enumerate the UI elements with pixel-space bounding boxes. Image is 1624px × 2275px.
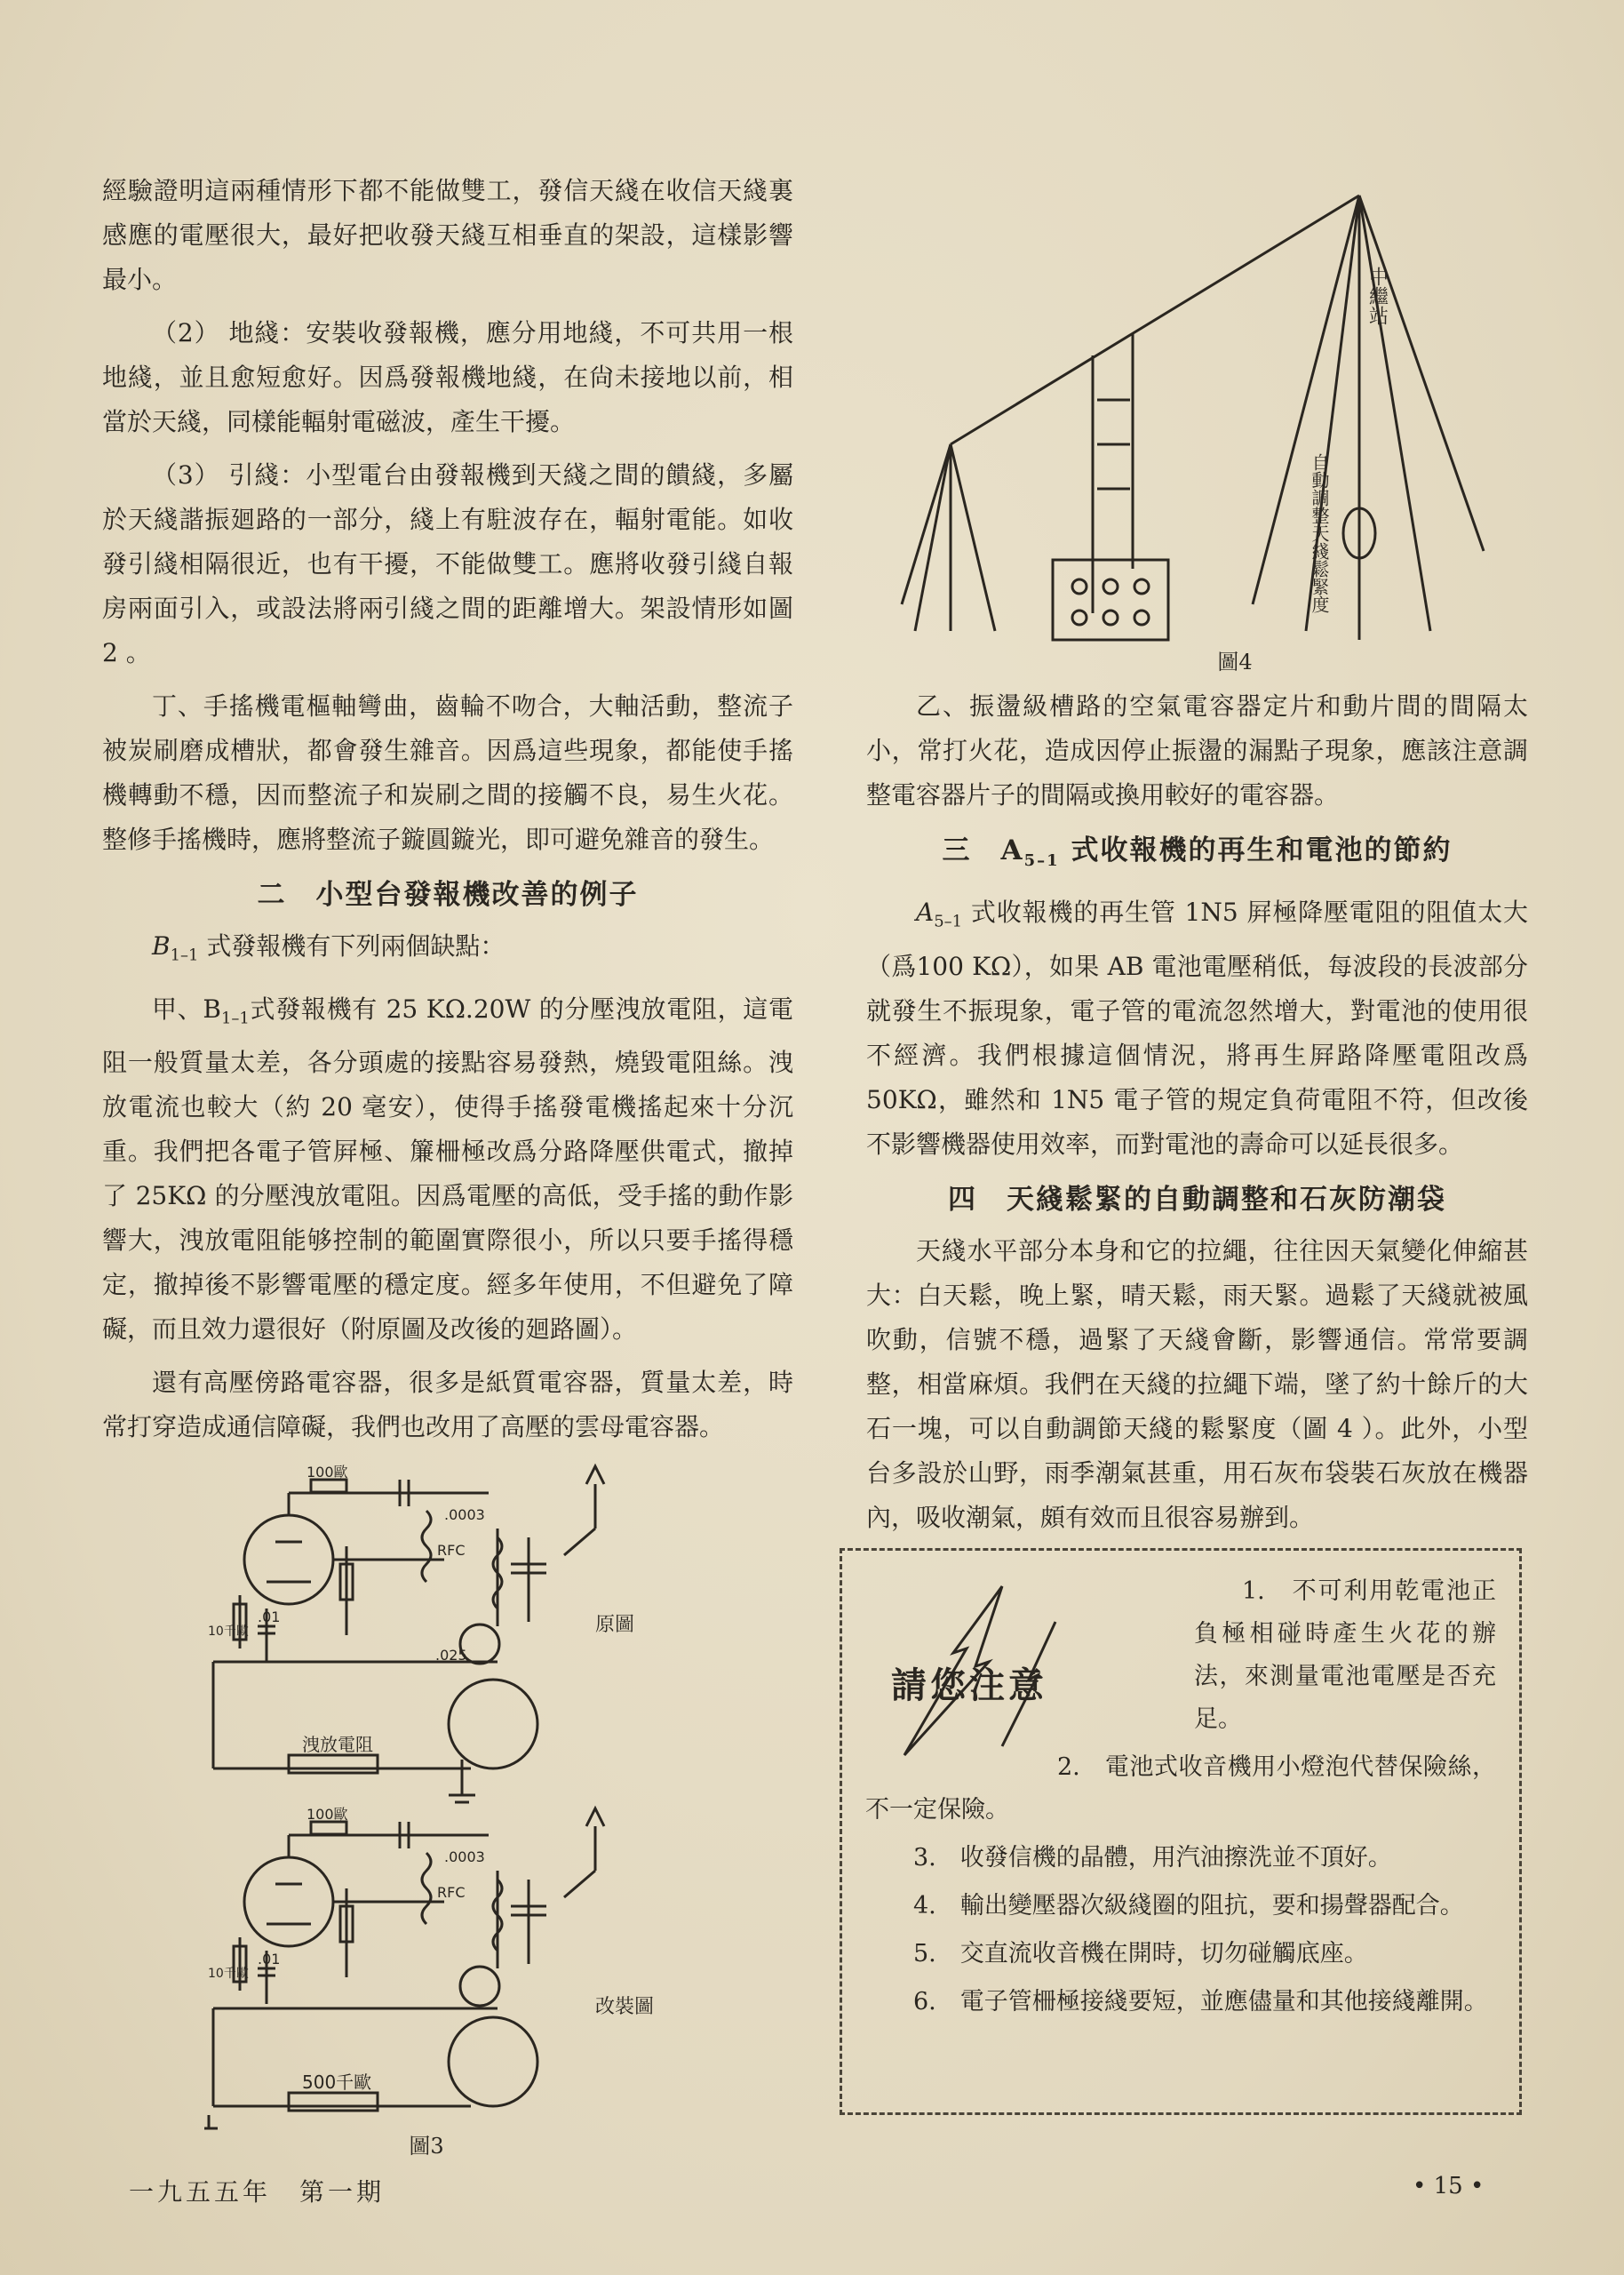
figure-4-caption: 圖4	[1217, 650, 1253, 675]
figure-4-label-b: 自動調整天綫鬆緊度	[1309, 453, 1330, 613]
label-100-original: 100歐	[306, 1464, 348, 1481]
b-subscript-2: 1–1	[220, 1009, 250, 1028]
page-number: • 15 •	[1413, 2173, 1485, 2199]
figure-4-label-a: 中繼站	[1365, 267, 1389, 325]
notice-item-3: 3. 收發信機的晶體，用汽油擦洗並不頂好。	[913, 1844, 1392, 1872]
plug-socket-modified	[449, 2017, 537, 2106]
notice-title: 請您注意	[891, 1664, 1047, 1706]
section-heading-3	[866, 826, 1528, 885]
figure-3-caption: 圖3	[409, 2134, 444, 2159]
left-paragraph-1: 經驗證明這兩種情形下都不能做雙工，發信天綫在收信天綫裏感應的電壓很大，最好把收發天綫互相垂直的架設，這樣影響最小。	[102, 176, 793, 294]
label-01-original: .01	[258, 1608, 281, 1625]
vacuum-tube-modified	[244, 1857, 333, 1946]
vacuum-tube-original	[244, 1515, 333, 1604]
left-paragraph-6	[102, 987, 793, 1353]
right-paragraph-2	[866, 890, 1528, 1167]
plug-socket-original	[449, 1680, 537, 1768]
heading-3-text: 式收報機的再生和電池的節約	[1059, 834, 1453, 866]
label-rfc-original: RFC	[437, 1542, 466, 1559]
resistor-500k	[289, 2093, 378, 2111]
section-heading-2: 二 小型台發報機改善的例子	[257, 879, 639, 911]
heading-3-subscript: 5–1	[1023, 851, 1060, 871]
rfc-coil-modified	[422, 1853, 431, 1924]
label-500k: 500千歐	[302, 2071, 372, 2093]
label-bleeder: 洩放電阻	[302, 1734, 373, 1755]
label-10k-original: 10千歐	[208, 1624, 249, 1639]
label-025: .025	[435, 1647, 467, 1664]
bleeder-resistor	[289, 1755, 378, 1773]
label-10k-modified: 10千歐	[208, 1967, 249, 1981]
label-01-modified: .01	[258, 1951, 281, 1968]
heading-3-lead: 三 A	[942, 834, 1024, 866]
b-subscript: 1–1	[170, 946, 199, 965]
notice-item-5: 5. 交直流收音機在開時，切勿碰觸底座。	[913, 1940, 1368, 1968]
resistor-100-original	[311, 1480, 346, 1492]
antenna-icon-modified	[586, 1808, 604, 1826]
right-paragraph-1: 乙、振盪級槽路的空氣電容器定片和動片間的間隔太小，常打火花，造成因停止振盪的漏點子現象，應該注意調整電容器片子的間隔或換用較好的電容器。	[866, 691, 1528, 810]
left-paragraph-6-lead: 甲、B	[152, 994, 221, 1024]
figure-4-antenna	[897, 178, 1519, 649]
right-paragraph-2-text: 式收報機的再生管 1N5 屛極降壓電阻的阻值太大（爲100 KΩ），如果 AB 電池電壓稍低，每波段的長波部分就發生不振現象，電子管的電流忽然增大，對電池的使用很不經濟。我們根據這個情況，將再生屛路降壓電阻改爲 50KΩ，雖然和 1N5 電子管的規定負荷電阻不符，但改後不影響機器使用效率，而對電池的壽命可以延長很多。	[866, 898, 1528, 1159]
b-symbol: B	[152, 931, 171, 961]
antenna-icon-original	[586, 1466, 604, 1484]
figure-3-circuit	[204, 1457, 702, 2133]
meter-modified	[460, 1967, 499, 2006]
rfc-coil-original	[422, 1511, 431, 1582]
a-subscript: 5–1	[934, 912, 963, 931]
left-paragraph-4: 丁、手搖機電樞軸彎曲，齒輪不吻合，大軸活動，整流子被炭刷磨成槽狀，都會發生雜音。因爲這些現象，都能使手搖機轉動不穩，因而整流子和炭刷之間的接觸不良，易生火花。整修手搖機時，應將整流子鏇圓鏇光，即可避免雜音的發生。	[102, 691, 793, 854]
section-heading-4: 四 天綫鬆緊的自動調整和石灰防潮袋	[948, 1183, 1446, 1216]
notice-item-2: 2. 電池式收音機用小燈泡代替保險絲，不一定保險。	[865, 1753, 1496, 1824]
right-column	[866, 684, 1528, 1549]
left-paragraph-5	[102, 924, 793, 978]
label-original-diagram: 原圖	[595, 1614, 635, 1636]
left-paragraph-7: 還有高壓傍路電容器，很多是紙質電容器，質量太差，時常打穿造成通信障礙，我們也改用了高壓的雲母電容器。	[102, 1368, 793, 1442]
label-0003-modified: .0003	[444, 1848, 485, 1865]
left-paragraph-5-text: 式發報機有下列兩個缺點：	[198, 931, 506, 961]
notice-item-1: 1. 不可利用乾電池正負極相碰時產生火花的辦法，來測量電池電壓是否充足。	[1194, 1577, 1496, 1733]
label-rfc-modified: RFC	[437, 1884, 466, 1901]
left-paragraph-6-text: 式發報機有 25 KΩ.20W 的分壓洩放電阻，這電阻一般質量太差，各分頭處的接點容易發熱，燒毀電阻絲。洩放電流也較大（約 20 毫安），使得手搖發電機搖起來十分沉重。我們把各電子管屛極、簾柵極改爲分路降壓供電式，撤掉了 25KΩ 的分壓洩放電阻。因爲電壓的高低，受手搖的動作影響大，洩放電阻能够控制的範圍實際很小，所以只要手搖得穩定，撤掉後不影響電壓的穩定度。經多年使用，不但避免了障礙，而且效力還很好（附原圖及改後的廻路圖）。	[102, 994, 793, 1345]
notice-box	[840, 1548, 1522, 2115]
a-symbol: A	[916, 898, 935, 928]
left-paragraph-3: （3） 引綫：小型電台由發報機到天綫之間的饋綫，多屬於天綫諧振廻路的一部分，綫上有駐波存在，輻射電能。如收發引綫相隔很近，也有干擾，不能做雙工。應將收發引綫自報房兩面引入，或設法將兩引綫之間的距離增大。架設情形如圖 2 。	[102, 460, 793, 667]
radio-set	[1053, 560, 1168, 640]
notice-item-6: 6. 電子管柵極接綫要短，並應儘量和其他接綫離開。	[913, 1988, 1488, 2016]
left-paragraph-2: （2） 地綫：安裝收發報機，應分用地綫，不可共用一根地綫，並且愈短愈好。因爲發報機地綫，在尙未接地以前，相當於天綫，同樣能輻射電磁波，產生干擾。	[102, 318, 793, 436]
resistor-100-modified	[311, 1822, 346, 1834]
label-modified-diagram: 改裝圖	[595, 1996, 655, 2018]
notice-item-4: 4. 輸出變壓器次級綫圈的阻抗，要和揚聲器配合。	[913, 1892, 1464, 1920]
antenna-wire	[951, 196, 1359, 444]
left-column	[102, 169, 793, 1458]
issue-label: 一九五五年 第一期	[129, 2177, 386, 2207]
label-0003-original: .0003	[444, 1506, 485, 1523]
right-paragraph-3: 天綫水平部分本身和它的拉繩，往往因天氣變化伸縮甚大：白天鬆，晚上緊，晴天鬆，雨天緊。過鬆了天綫就被風吹動，信號不穩，過緊了天綫會斷，影響通信。常常要調整，相當麻煩。我們在天綫的拉繩下端，墜了約十餘斤的大石一塊，可以自動調節天綫的鬆緊度（圖 4 ）。此外，小型台多設於山野，雨季潮氣甚重，用石灰布袋裝石灰放在機器內，吸收潮氣，頗有效而且很容易辦到。	[866, 1235, 1528, 1532]
label-100-modified: 100歐	[306, 1806, 348, 1823]
